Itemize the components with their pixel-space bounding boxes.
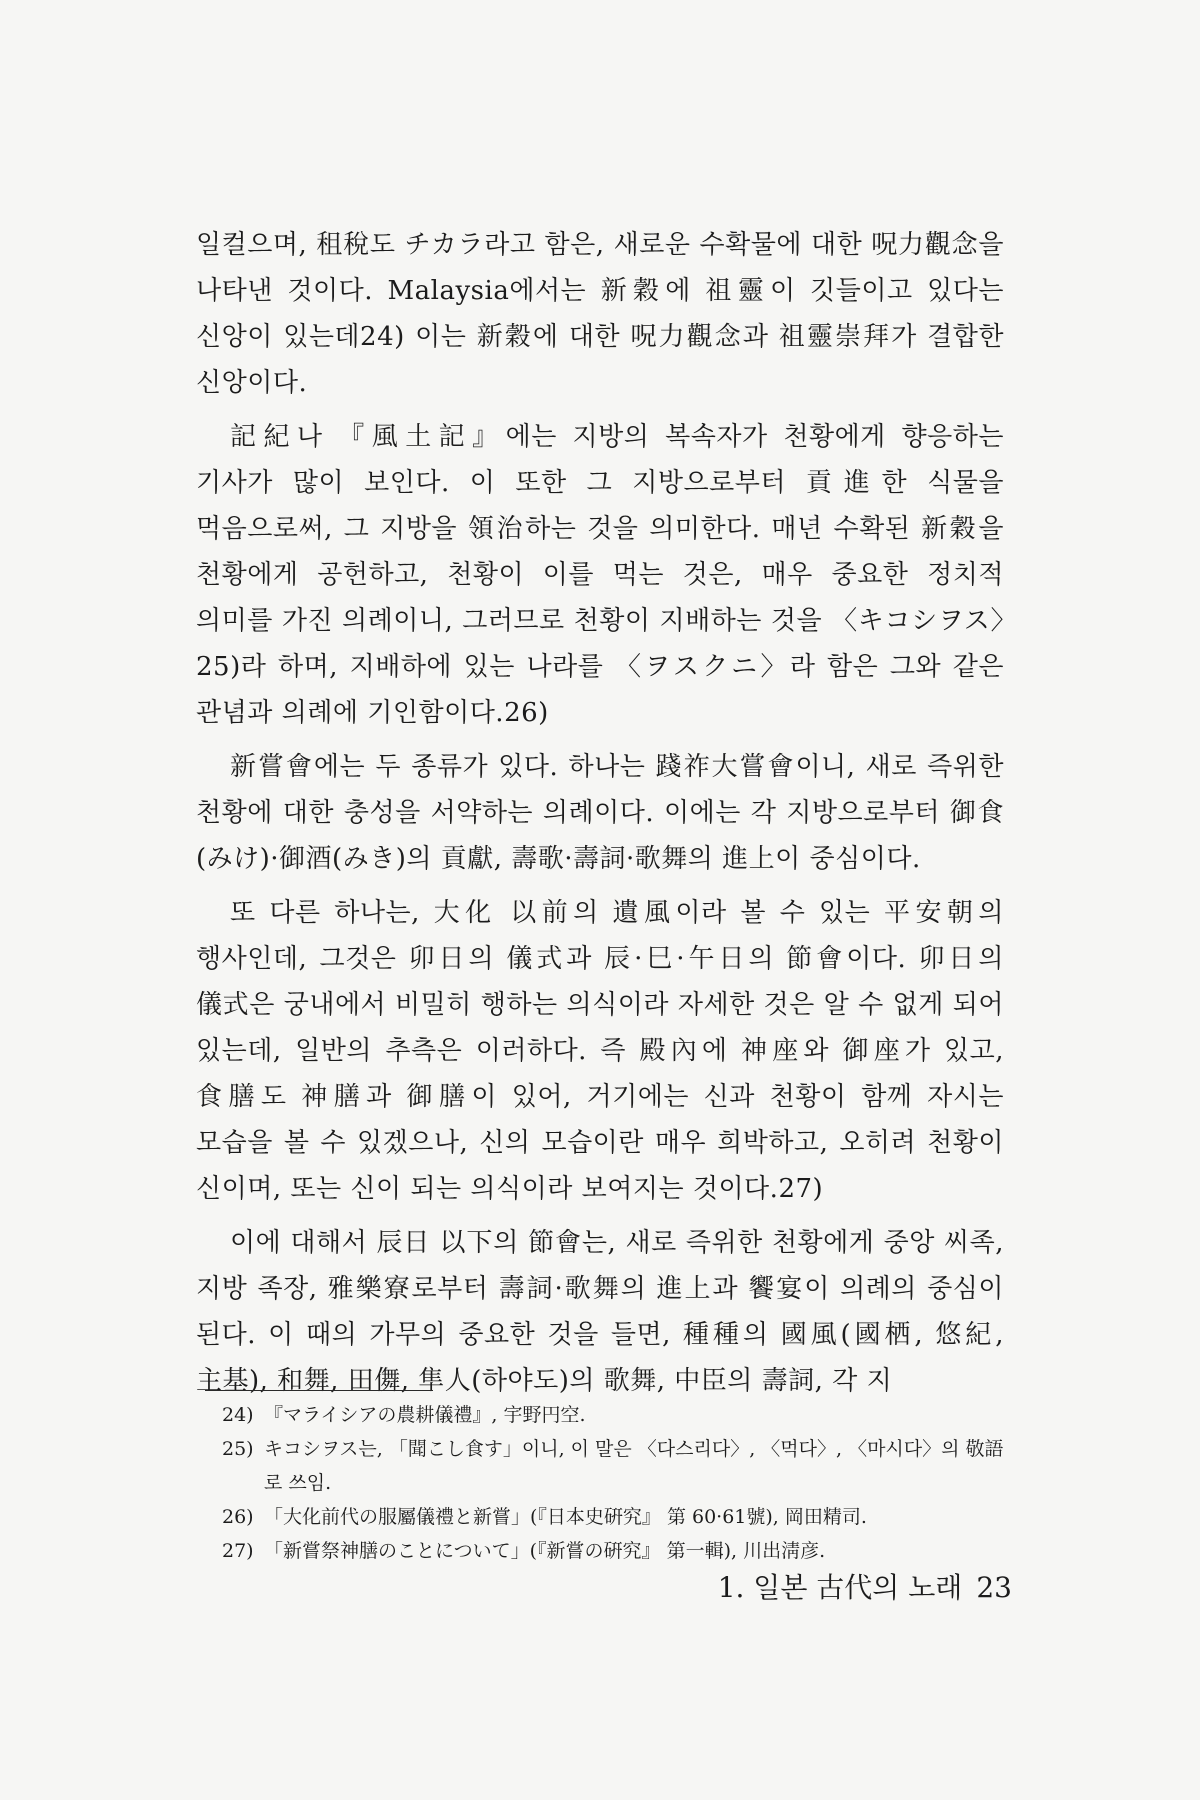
footnotes	[222, 1398, 1012, 1568]
page-number: 23	[976, 1571, 1012, 1604]
paragraph: 이에 대해서 辰日 以下의 節會는, 새로 즉위한 천황에게 중앙 씨족, 지방 족장, 雅樂寮로부터 壽詞·歌舞의 進上과 饗宴이 의례의 중심이 된다. 이 때의 가무의 중요한 것을 들면, 種種의 國風(國栖, 悠紀, 主基), 和舞, 田儛, 隼人(하야도)의 歌舞, 中臣의 壽詞, 각 지	[196, 1228, 1004, 1396]
footnote-text: 「新嘗祭神膳のことについて」(『新嘗の硏究』 第一輯), 川出淸彦.	[264, 1540, 826, 1562]
footnote-number: 24)	[222, 1404, 254, 1426]
footnote-divider	[205, 1390, 433, 1391]
footnote-25	[222, 1432, 1012, 1500]
paragraph: 일컬으며, 租稅도 チカラ라고 함은, 새로운 수확물에 대한 呪力觀念을 나타낸 것이다. Malaysia에서는 新穀에 祖靈이 깃들이고 있다는 신앙이 있는데24) 이는 新穀에 대한 呪力觀念과 祖靈崇拜가 결합한 신앙이다.	[196, 230, 1004, 398]
running-footer	[700, 1568, 1012, 1608]
body-text	[196, 222, 1004, 1412]
footnote-number: 26)	[222, 1506, 254, 1528]
paragraph: 記紀나 『風土記』에는 지방의 복속자가 천황에게 향응하는 기사가 많이 보인다. 이 또한 그 지방으로부터 貢進한 식물을 먹음으로써, 그 지방을 領治하는 것을 의미한다. 매년 수확된 新穀을 천황에게 공헌하고, 천황이 이를 먹는 것은, 매우 중요한 정치적 의미를 가진 의례이니, 그러므로 천황이 지배하는 것을 〈キコシヲス〉25)라 하며, 지배하에 있는 나라를 〈ヲスクニ〉라 함은 그와 같은 관념과 의례에 기인함이다.26)	[196, 422, 1004, 728]
footnote-24	[222, 1398, 1012, 1432]
footnote-number: 27)	[222, 1540, 254, 1562]
paragraph: 또 다른 하나는, 大化 以前의 遺風이라 볼 수 있는 平安朝의 행사인데, 그것은 卯日의 儀式과 辰·巳·午日의 節會이다. 卯日의 儀式은 궁내에서 비밀히 행하는 의식이라 자세한 것은 알 수 없게 되어 있는데, 일반의 추측은 이러하다. 즉 殿內에 神座와 御座가 있고, 食膳도 神膳과 御膳이 있어, 거기에는 신과 천황이 함께 자시는 모습을 볼 수 있겠으나, 신의 모습이란 매우 희박하고, 오히려 천황이 신이며, 또는 신이 되는 의식이라 보여지는 것이다.27)	[196, 898, 1004, 1204]
footnote-number: 25)	[222, 1438, 254, 1460]
footnote-text: 『マライシアの農耕儀禮』, 宇野円空.	[264, 1404, 586, 1426]
paragraph: 新嘗會에는 두 종류가 있다. 하나는 踐祚大嘗會이니, 새로 즉위한 천황에 대한 충성을 서약하는 의례이다. 이에는 각 지방으로부터 御食(みけ)·御酒(みき)의 貢獻, 壽歌·壽詞·歌舞의 進上이 중심이다.	[196, 752, 1004, 874]
chapter-title: 1. 일본 古代의 노래	[717, 1571, 963, 1604]
footnote-text: 「大化前代の服屬儀禮と新嘗」(『日本史硏究』 第 60·61號), 岡田精司.	[264, 1506, 867, 1528]
footnote-text: キコシヲス는, 「聞こし食す」이니, 이 말은 〈다스리다〉, 〈먹다〉, 〈마시다〉의 敬語로 쓰임.	[264, 1438, 1004, 1494]
footnote-26	[222, 1500, 1012, 1534]
footnote-27	[222, 1534, 1012, 1568]
